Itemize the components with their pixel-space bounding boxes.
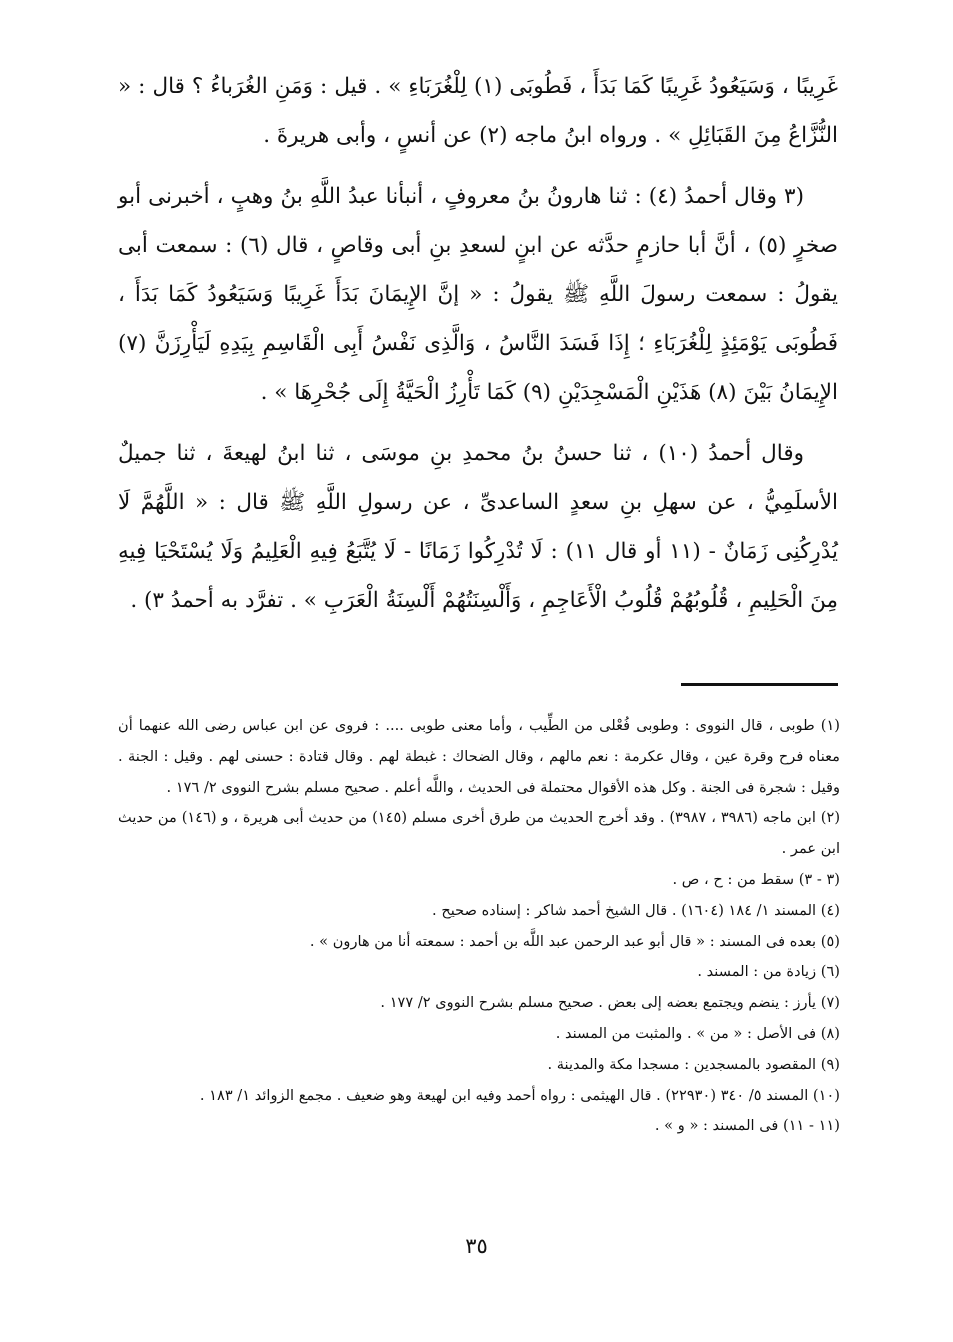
main-text: [118, 62, 838, 637]
footnotes: [118, 711, 840, 1142]
paragraph: غَرِيبًا ، وَسَيَعُودُ غَرِيبًا كَمَا بَدَأَ ، فَطُوبَى (١) لِلْغُرَبَاءِ » . قيل : وَمَنِ الغُرَباءُ ؟ قال : « النُّزَّاعُ مِنَ القَبَائِلِ » . ورواه ابنُ ماجه (٢) عن أنسٍ ، وأبى هريرةَ .: [118, 74, 838, 148]
footnote: (٢) ابن ماجه (٣٩٨٦ ، ٣٩٨٧) . وقد أخرج الحديث من طرق أخرى مسلم (١٤٥) من حديث أبى هريرة ، و (١٤٦) من حديث ابن عمر .: [118, 809, 841, 858]
footnote: (٧) يأرز : ينضم ويجتمع بعضه إلى بعض . صحيح مسلم بشرح النووى ٢/ ١٧٧ .: [380, 994, 840, 1012]
footnote: (١) طوبى ، قال النووى : وطوبى فُعْلى من الطِّيب ، وأما معنى طوبى .... : فروى عن ابن عباس رضى الله عنهما أن معناه فرح وقرة عين ، وقال عكرمة : نعم مالهم ، وقال الضحاك : غبطة لهم . وقال قتادة : حسنى لهم . وقيل : الجنة . وقيل : شجرة فى الجنة . وكل هذه الأقوال محتملة فى الحديث ، واللَّه أعلم . صحيح مسلم بشرح النووى ٢/ ١٧٦ .: [118, 717, 840, 796]
paragraph: (٣ وقال أحمدُ (٤) : ثنا هارونُ بنُ معروفٍ ، أنبأنا عبدُ اللَّهِ بنُ وهبٍ ، أخبرنى أبو صخرٍ (٥) ، أنَّ أبا حازمٍ حدَّثه عن ابنٍ لسعدِ بنِ أبى وقاصٍ ، قال (٦) : سمعت أبى يقولُ : سمعت رسولَ اللَّهِ ﷺ يقولُ : « إنَّ الإِيمَانَ بَدَأَ غَرِيبًا وَسَيَعُودُ كَمَا بَدَأَ ، فَطُوبَى يَوْمَئِذٍ لِلْغُرَبَاءِ ؛ إِذَا فَسَدَ النَّاسُ ، وَالَّذِى نَفْسُ أَبِى الْقَاسِمِ بِيَدِهِ لَيَأْرِزَنَّ (٧) الإِيمَانُ بَيْنَ (٨) هَذَيْنِ الْمَسْجِدَيْنِ (٩) كَمَا تَأْرِزُ الْحَيَّةُ إِلَى جُحْرِهَا » .: [118, 184, 838, 405]
footnote: (٨) فى الأصل : « من » . والمثبت من المسند .: [555, 1024, 840, 1042]
footnote: (١١ - ١١) فى المسند : « و » .: [654, 1117, 840, 1135]
footnote-separator: [681, 683, 838, 686]
paragraph: وقال أحمدُ (١٠) ، ثنا حسنُ بنُ محمدِ بنِ موسَى ، ثنا ابنُ لهيعةَ ، ثنا جميلٌ الأسلَمِيُّ ، عن سهلِ بنِ سعدٍ الساعدىِّ ، عن رسولِ اللَّهِ ﷺ قال : « اللَّهُمَّ لَا يُدْرِكُنِى زَمَانٌ - (١١ أو قال ١١) : لَا تُدْرِكُوا زَمَانًا - لَا يُتَّبَعُ فِيهِ الْعَلِيمُ وَلَا يُسْتَحْيَا فِيهِ مِنَ الْحَلِيمِ ، قُلُوبُهُمْ قُلُوبُ الْأَعَاجِمِ ، وَأَلْسِنَتُهُمْ أَلْسِنَةُ الْعَرَبِ » . تفرَّد به أحمدُ ٣) .: [118, 441, 838, 613]
footnote: (٤) المسند ١/ ١٨٤ (١٦٠٤) . قال الشيخ أحمد شاكر : إسناده صحيح .: [432, 901, 840, 919]
page-number: ٣٥: [465, 1234, 488, 1258]
footnote: (٣ - ٣) سقط من : ح ، ص .: [672, 870, 840, 888]
footnote: (٥) بعده فى المسند : « قال أبو عبد الرحمن عبد اللَّه بن أحمد : سمعته أنا من هارون » .: [309, 932, 840, 950]
footnote: (٩) المقصود بالمسجدين : مسجدا مكة والمدينة .: [547, 1055, 840, 1073]
footnote: (٦) زيادة من : المسند .: [697, 963, 840, 981]
footnote: (١٠) المسند ٥/ ٣٤٠ (٢٢٩٣٠) . قال الهيثمى : رواه أحمد وفيه ابن لهيعة وهو ضعيف . مجمع الزوائد ١/ ١٨٣ .: [199, 1086, 840, 1104]
